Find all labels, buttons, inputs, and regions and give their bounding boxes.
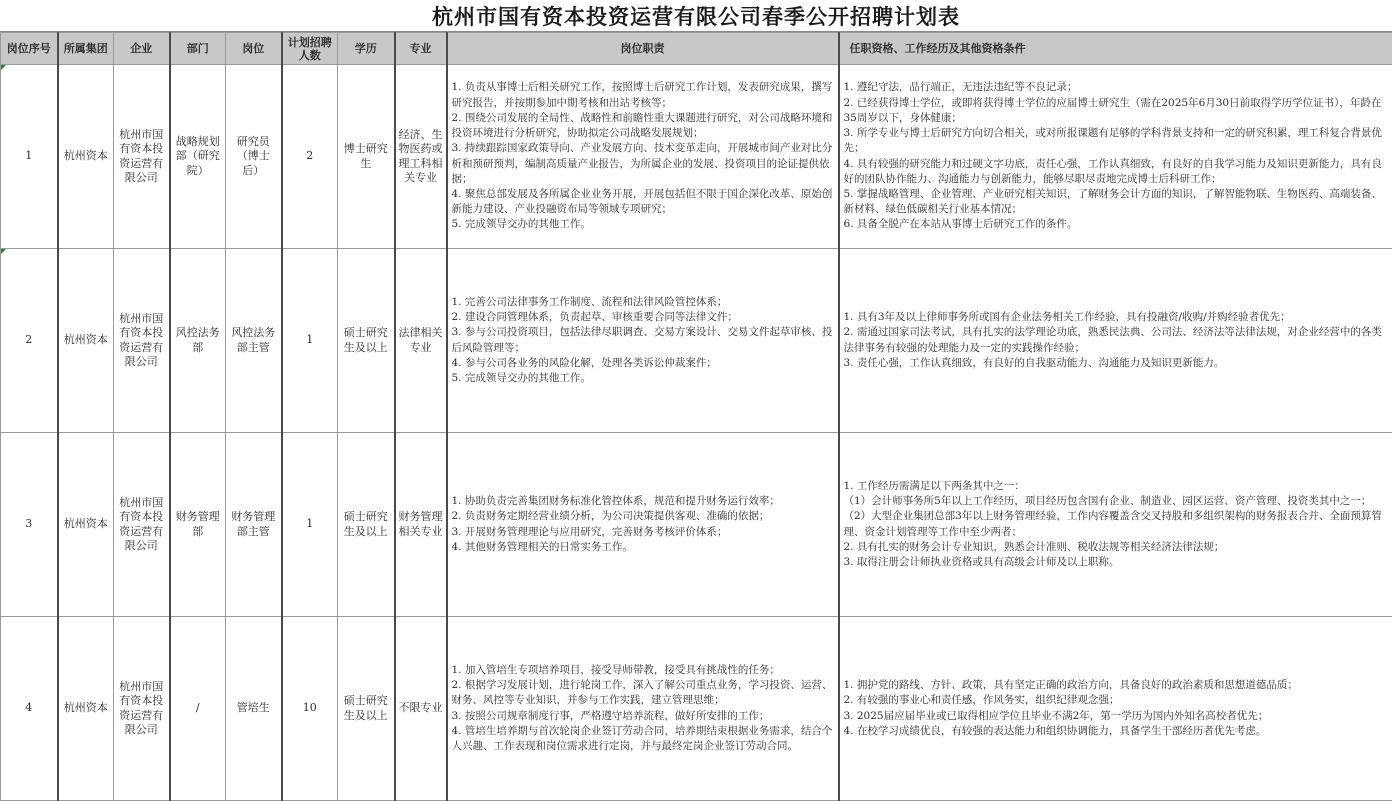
recruitment-table bbox=[0, 32, 1392, 801]
header-position[interactable]: 岗位 bbox=[226, 33, 282, 65]
header-row bbox=[1, 33, 1392, 65]
list-item: 2. 有较强的事业心和责任感，作风务实，组织纪律观念强； bbox=[844, 693, 1389, 708]
cell-group[interactable]: 杭州资本 bbox=[58, 65, 114, 249]
cell-requirements[interactable] bbox=[839, 249, 1392, 433]
list-item: 1. 具有3年及以上律师事务所或国有企业法务相关工作经验，具有投融资/收购/并购经验者优先； bbox=[844, 310, 1389, 325]
cell-department[interactable]: 风控法务部 bbox=[170, 249, 226, 433]
page-title: 杭州市国有资本投资运营有限公司春季公开招聘计划表 bbox=[432, 1, 960, 31]
title-row bbox=[0, 0, 1392, 32]
list-item: 1. 协助负责完善集团财务标准化管控体系，规范和提升财务运行效率； bbox=[452, 494, 834, 509]
list-item: 1. 负责从事博士后相关研究工作，按照博士后研究工作计划，发表研究成果，撰写研究报告，并按期参加中期考核和出站考核等； bbox=[452, 80, 834, 110]
table-row bbox=[1, 617, 1392, 801]
cell-position[interactable]: 风控法务部主管 bbox=[226, 249, 282, 433]
list-item: 3. 按照公司规章制度行事，严格遵守培养流程，做好所安排的工作； bbox=[452, 709, 834, 724]
cell-company[interactable]: 杭州市国有资本投资运营有限公司 bbox=[114, 433, 170, 617]
cell-duties[interactable] bbox=[447, 433, 839, 617]
list-item: 4. 具有较强的研究能力和过硬文字功底，责任心强，工作认真细致，有良好的自我学习能力及知识更新能力，具有良好的团队协作能力、沟通能力与创新能力，能够尽职尽责地完成博士后科研工作； bbox=[844, 157, 1389, 187]
cell-company[interactable]: 杭州市国有资本投资运营有限公司 bbox=[114, 249, 170, 433]
header-company[interactable]: 企业 bbox=[114, 33, 170, 65]
list-item: 4. 聚焦总部发展及各所属企业业务开展，开展包括但不限于国企深化改革、原始创新能力建设、产业投融资布局等领域专项研究； bbox=[452, 187, 834, 217]
list-item: 3. 所学专业与博士后研究方向切合相关，或对所报课题有足够的学科背景支持和一定的研究积累，理工科复合背景优先； bbox=[844, 126, 1389, 156]
cell-company[interactable]: 杭州市国有资本投资运营有限公司 bbox=[114, 617, 170, 801]
cell-education[interactable]: 博士研究生 bbox=[338, 65, 395, 249]
list-item: 1. 遵纪守法，品行端正，无违法违纪等不良记录； bbox=[844, 80, 1389, 95]
cell-position[interactable]: 研究员（博士后） bbox=[226, 65, 282, 249]
header-headcount[interactable]: 计划招聘人数 bbox=[282, 33, 338, 65]
cell-group[interactable]: 杭州资本 bbox=[58, 433, 114, 617]
list-item: （1）会计师事务所5年以上工作经历，项目经历包含国有企业、制造业、园区运营、资产管理、投资类其中之一； bbox=[844, 494, 1389, 509]
table-row bbox=[1, 249, 1392, 433]
cell-marker-icon bbox=[1, 249, 6, 254]
cell-headcount[interactable]: 10 bbox=[282, 617, 338, 801]
list-item: 3. 参与公司投资项目，包括法律尽职调查、交易方案设计、交易文件起草审核、投后风险管理等； bbox=[452, 325, 834, 355]
list-item: 3. 责任心强，工作认真细致，有良好的自我驱动能力、沟通能力及知识更新能力。 bbox=[844, 356, 1389, 371]
list-item: 3. 取得注册会计师执业资格或具有高级会计师及以上职称。 bbox=[844, 555, 1389, 570]
cell-major[interactable]: 经济、生物医药或理工科相关专业 bbox=[395, 65, 447, 249]
cell-requirements[interactable] bbox=[839, 433, 1392, 617]
list-item: 3. 开展财务管理理论与应用研究，完善财务考核评价体系； bbox=[452, 525, 834, 540]
list-item: 5. 完成领导交办的其他工作。 bbox=[452, 217, 834, 232]
cell-education[interactable]: 硕士研究生及以上 bbox=[338, 617, 395, 801]
header-major[interactable]: 专业 bbox=[395, 33, 447, 65]
cell-company[interactable]: 杭州市国有资本投资运营有限公司 bbox=[114, 65, 170, 249]
list-item: 6. 具备全脱产在本站从事博士后研究工作的条件。 bbox=[844, 217, 1389, 232]
list-item: 2. 建设合同管理体系，负责起草、审核重要合同等法律文件； bbox=[452, 310, 834, 325]
list-item: 2. 需通过国家司法考试，具有扎实的法学理论功底，熟悉民法典、公司法、经济法等法律法规，对企业经营中的各类法律事务有较强的处理能力及一定的实践操作经验； bbox=[844, 325, 1389, 355]
table-row bbox=[1, 433, 1392, 617]
cell-major[interactable]: 法律相关专业 bbox=[395, 249, 447, 433]
cell-headcount[interactable]: 2 bbox=[282, 65, 338, 249]
header-duties[interactable]: 岗位职责 bbox=[447, 33, 839, 65]
list-item: 1. 拥护党的路线、方针、政策，具有坚定正确的政治方向，具备良好的政治素质和思想道德品质； bbox=[844, 678, 1389, 693]
cell-marker-icon bbox=[1, 65, 6, 70]
cell-group[interactable]: 杭州资本 bbox=[58, 249, 114, 433]
cell-duties[interactable] bbox=[447, 617, 839, 801]
cell-headcount[interactable]: 1 bbox=[282, 249, 338, 433]
cell-education[interactable]: 硕士研究生及以上 bbox=[338, 433, 395, 617]
list-item: 1. 加入管培生专项培养项目，接受导师带教，接受具有挑战性的任务； bbox=[452, 663, 834, 678]
cell-position[interactable]: 财务管理部主管 bbox=[226, 433, 282, 617]
list-item: 4. 参与公司各业务的风险化解，处理各类诉讼仲裁案件； bbox=[452, 356, 834, 371]
header-requirements[interactable]: 任职资格、工作经历及其他资格条件 bbox=[839, 33, 1392, 65]
cell-position[interactable]: 管培生 bbox=[226, 617, 282, 801]
header-group[interactable]: 所属集团 bbox=[58, 33, 114, 65]
cell-seq[interactable]: 3 bbox=[1, 433, 58, 617]
list-item: 3. 2025届应届毕业或已取得相应学位且毕业不满2年，第一学历为国内外知名高校者优先； bbox=[844, 709, 1389, 724]
cell-major[interactable]: 不限专业 bbox=[395, 617, 447, 801]
cell-requirements[interactable] bbox=[839, 617, 1392, 801]
list-item: 1. 完善公司法律事务工作制度、流程和法律风险管控体系； bbox=[452, 295, 834, 310]
list-item: 2. 负责财务定期经营业绩分析，为公司决策提供客观、准确的依据； bbox=[452, 509, 834, 524]
cell-requirements[interactable] bbox=[839, 65, 1392, 249]
header-seq[interactable]: 岗位序号 bbox=[1, 33, 58, 65]
cell-duties[interactable] bbox=[447, 249, 839, 433]
list-item: 5. 掌握战略管理、企业管理、产业研究相关知识，了解财务会计方面的知识，了解智能物联、生物医药、高端装备、新材料、绿色低碳相关行业基本情况； bbox=[844, 187, 1389, 217]
cell-education[interactable]: 硕士研究生及以上 bbox=[338, 249, 395, 433]
cell-duties[interactable] bbox=[447, 65, 839, 249]
cell-department[interactable]: 财务管理部 bbox=[170, 433, 226, 617]
list-item: 4. 其他财务管理相关的日常实务工作。 bbox=[452, 540, 834, 555]
cell-seq[interactable]: 1 bbox=[1, 65, 58, 249]
list-item: 1. 工作经历需满足以下两条其中之一： bbox=[844, 479, 1389, 494]
table-row bbox=[1, 65, 1392, 249]
list-item: 2. 已经获得博士学位，或即将获得博士学位的应届博士研究生（需在2025年6月30日前取得学历学位证书），年龄在35周岁以下，身体健康； bbox=[844, 96, 1389, 126]
cell-department[interactable]: 战略规划部（研究院） bbox=[170, 65, 226, 249]
cell-group[interactable]: 杭州资本 bbox=[58, 617, 114, 801]
header-department[interactable]: 部门 bbox=[170, 33, 226, 65]
cell-seq[interactable]: 2 bbox=[1, 249, 58, 433]
cell-major[interactable]: 财务管理相关专业 bbox=[395, 433, 447, 617]
list-item: 5. 完成领导交办的其他工作。 bbox=[452, 371, 834, 386]
list-item: 4. 在校学习成绩优良，有较强的表达能力和组织协调能力，具备学生干部经历者优先考虑。 bbox=[844, 724, 1389, 739]
list-item: 4. 管培生培养期与首次轮岗企业签订劳动合同，培养期结束根据业务需求，结合个人兴趣、工作表现和岗位需求进行定岗，并与最终定岗企业签订劳动合同。 bbox=[452, 724, 834, 754]
header-education[interactable]: 学历 bbox=[338, 33, 395, 65]
cell-headcount[interactable]: 1 bbox=[282, 433, 338, 617]
cell-department[interactable]: / bbox=[170, 617, 226, 801]
list-item: 3. 持续跟踪国家政策导向、产业发展方向、技术变革走向，开展城市间产业对比分析和预研预判，编制高质量产业报告，为所属企业的发展、投资项目的论证提供依据； bbox=[452, 141, 834, 187]
list-item: 2. 根据学习发展计划，进行轮岗工作，深入了解公司重点业务，学习投资、运营、财务、风控等专业知识，并参与工作实践，建立管理思维； bbox=[452, 678, 834, 708]
list-item: （2）大型企业集团总部3年以上财务管理经验，工作内容覆盖含交叉持股和多组织架构的财务报表合并、全面预算管理、资金计划管理等工作中至少两者； bbox=[844, 509, 1389, 539]
list-item: 2. 围绕公司发展的全局性、战略性和前瞻性重大课题进行研究，对公司战略环境和投资环境进行分析研究，协助拟定公司战略发展规划； bbox=[452, 111, 834, 141]
list-item: 2. 具有扎实的财务会计专业知识，熟悉会计准则、税收法规等相关经济法律法规； bbox=[844, 540, 1389, 555]
cell-seq[interactable]: 4 bbox=[1, 617, 58, 801]
